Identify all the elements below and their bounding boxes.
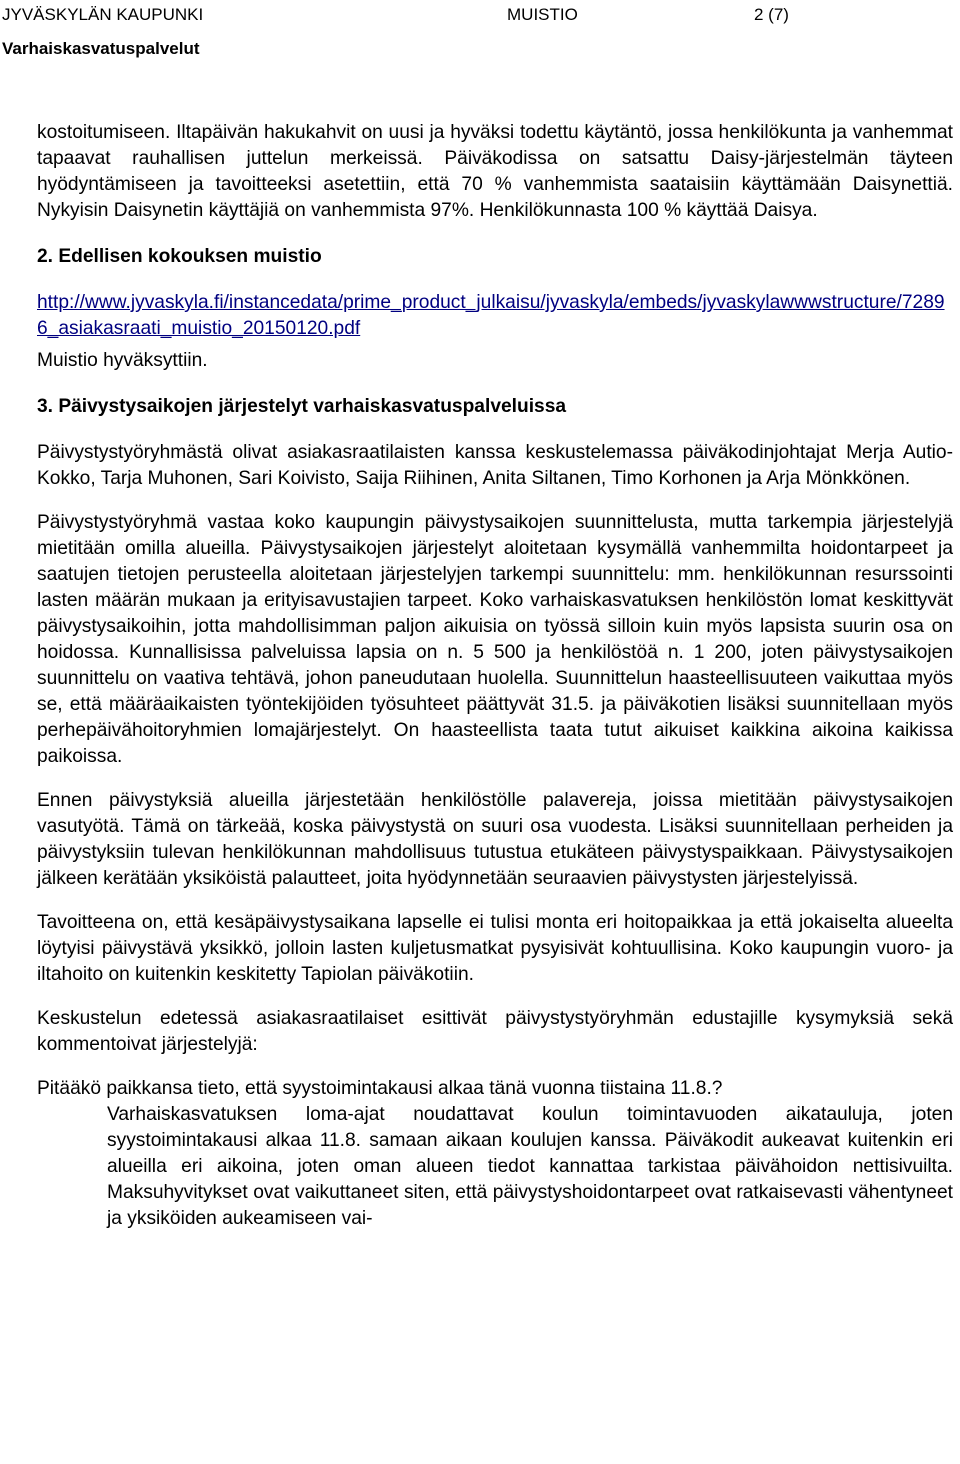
page-header: [0, 4, 960, 64]
page-number: 2 (7): [754, 5, 789, 24]
paragraph-before-duty: Ennen päivystyksiä alueilla järjestetään henkilöstölle palavereja, joissa mietitään päivystysaikojen vasutyötä. Tämä on tärkeää, koska päivystystä on suuri osa vuodesta. Lisäksi suunnitellaan perheiden ja päivystyksiin tulevan henkilökunnan mahdollisuus tutustua etukäteen päivystyspaikkaan. Päivystysaikojen jälkeen kerätään yksiköistä palautteet, joita hyödynnetään seuraavien päivystysten järjestelyissä.: [37, 790, 953, 889]
question-1: Pitääkö paikkansa tieto, että syystoimintakausi alkaa tänä vuonna tiistaina 11.8.?: [37, 1078, 723, 1099]
paragraph-daisy: kostoitumiseen. Iltapäivän hakukahvit on uusi ja hyväksi todettu käytäntö, jossa henkilökunta ja vanhemmat tapaavat rauhallisen juttelun merkeissä. Päiväkodissa on satsattu Daisy-järjestelmän täyteen hyödyntämiseen ja tavoitteeksi asetettiin, että 70 % vanhemmista saataisiin käyttämään Daisynettiä. Nykyisin Daisynetin käyttäjiä on vanhemmista 97%. Henkilökunnasta 100 % käyttää Daisya.: [37, 122, 953, 221]
document-body: [37, 120, 953, 1232]
section-3-heading: 3. Päivystysaikojen järjestelyt varhaiskasvatuspalveluissa: [37, 396, 567, 417]
department-name: Varhaiskasvatuspalvelut: [2, 39, 200, 58]
document-type: MUISTIO: [507, 5, 578, 24]
paragraph-discussion: Keskustelun edetessä asiakasraatilaiset esittivät päivystystyöryhmän edustajille kysymyksiä sekä kommentoivat järjestelyjä:: [37, 1008, 953, 1055]
paragraph-goal: Tavoitteena on, että kesäpäivystysaikana lapselle ei tulisi monta eri hoitopaikkaa ja että jokaiselta alueelta löytyisi päivystävä yksikkö, jolloin lasten kuljetusmatkat pysyisivät kohtuullisina. Koko kaupungin vuoro- ja iltahoito on kuitenkin keskitetty Tapiolan päiväkotiin.: [37, 912, 953, 985]
minutes-approved-text: Muistio hyväksyttiin.: [37, 350, 208, 371]
previous-minutes-link[interactable]: http://www.jyvaskyla.fi/instancedata/prime_product_julkaisu/jyvaskyla/embeds/jyvaskylawwwstructure/72896_asiakasraati_muistio_20150120.pdf: [37, 292, 945, 339]
organization-name: JYVÄSKYLÄN KAUPUNKI: [2, 5, 204, 24]
paragraph-planning: Päivystystyöryhmä vastaa koko kaupungin päivystysaikojen suunnittelusta, mutta tarkempia järjestelyjä mietitään omilla alueilla. Päivystysaikojen järjestelyt aloitetaan kysymällä vanhemmilta hoidontarpeet ja saatujen tietojen perusteella aloitetaan järjestelyjen tarkempi suunnittelu: mm. henkilökunnan resurssointi lasten määrän mukaan ja erityisavustajien tarpeet. Koko varhaiskasvatuksen henkilöstön lomat keskittyvät päivystysaikoihin, jotta mahdollisimman paljon aikuisia on työssä silloin kuin myös lapsista suurin osa on hoidossa. Kunnallisissa palveluissa lapsia on n. 5 500 ja henkilöstöä n. 1 200, joten päivystysaikojen suunnittelu on vaativa tehtävä, johon paneudutaan huolella. Suunnittelun haasteellisuuteen vaikuttaa myös se, että määräaikaisten työntekijöiden työsuhteet päättyvät 31.5. ja päiväkotien lisäksi suunnitellaan myös perhepäivähoitoryhmien lomajärjestelyt. On haasteellista taata tutut aikuiset kaikkina aikoina kaikissa paikoissa.: [37, 512, 953, 767]
answer-1: Varhaiskasvatuksen loma-ajat noudattavat koulun toimintavuoden aikatauluja, joten syystoimintakausi alkaa 11.8. samaan aikaan koulujen kanssa. Päiväkodit aukeavat kuitenkin eri alueilla eri aikoina, joten oman alueen tiedot kannattaa tarkistaa päivähoidon nettisivuilta. Maksuhyvitykset ovat vaikuttaneet siten, että päivystyshoidontarpeet ovat ratkaisevasti vähentyneet ja yksiköiden aukeamiseen vai-: [107, 1104, 953, 1229]
section-2-heading: 2. Edellisen kokouksen muistio: [37, 246, 322, 267]
paragraph-working-group: Päivystystyöryhmästä olivat asiakasraatilaisten kanssa keskustelemassa päiväkodinjohtajat Merja Autio-Kokko, Tarja Muhonen, Sari Koivisto, Saija Riihinen, Anita Siltanen, Timo Korhonen ja Arja Mönkkönen.: [37, 442, 953, 489]
